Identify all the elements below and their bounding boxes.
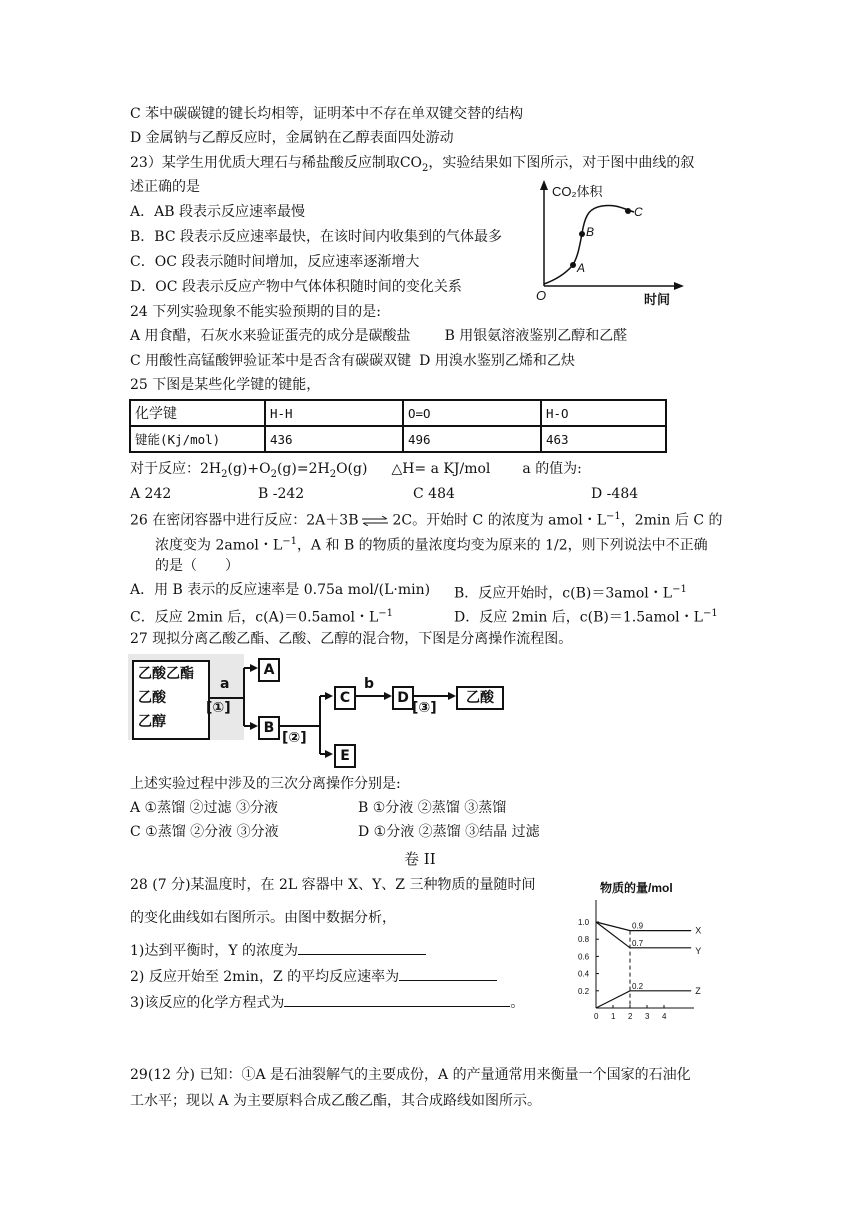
- section-title: 卷 II: [404, 850, 436, 868]
- series-value-label: 0.2: [632, 981, 644, 991]
- q25-option-c: C 484: [413, 486, 455, 502]
- option-c-line: C 苯中碳碳键的键长均相等，证明苯中不存在单双键交替的结构: [130, 106, 524, 122]
- q28-stem-1: 28 (7 分)某温度时，在 2L 容器中 X、Y、Z 三种物质的量随时间: [130, 877, 536, 893]
- q27-option-d: D ①分液 ②蒸馏 ③结晶 过滤: [358, 824, 540, 840]
- q25-option-d: D -484: [591, 486, 639, 502]
- co2-volume-chart: [530, 176, 690, 308]
- amount-time-chart: [576, 878, 716, 1020]
- flow-arrows: [128, 654, 508, 766]
- q23-option-a: A．AB 段表示反应速率最慢: [130, 204, 305, 220]
- q28-question-3: 3)该反应的化学方程式为 。: [130, 992, 524, 1013]
- flow-product-box: 乙酸: [456, 686, 504, 710]
- table-cell: 463: [541, 426, 666, 452]
- table-row: [130, 426, 666, 452]
- series-line-z: [596, 991, 691, 1008]
- answer-blank-3[interactable]: [284, 992, 510, 1007]
- q26-stem-3: 的是（ ）: [155, 558, 239, 574]
- co2-xlabel: 时间: [644, 292, 671, 307]
- table-row: [130, 400, 666, 426]
- q29-stem-2: 工水平；现以 A 为主要原料合成乙酸乙酯，其合成路线如图所示。: [130, 1093, 542, 1109]
- q23-option-c: C．OC 段表示随时间增加，反应速率逐渐增大: [130, 254, 420, 270]
- x-tick-label: 4: [662, 1012, 667, 1020]
- q26-stem-2: 浓度变为 2amol・$L^{-1}$，A 和 B 的物质的量浓度均变为原来的 1/2，则下列说法中不正确: [155, 536, 708, 554]
- co2-point-c: [625, 208, 631, 214]
- q23-stem-1: 23）某学生用优质大理石与稀盐酸反应制取$CO_2$，实验结果如下图所示，对于图中曲线的叙: [130, 155, 695, 174]
- flow-box-d: D: [392, 686, 414, 710]
- answer-blank-1[interactable]: [298, 940, 426, 955]
- q28-ylabel: 物质的量/mol: [600, 881, 673, 895]
- table-cell: 键能(Kj/mol): [130, 426, 265, 452]
- table-header-cell: H-O: [541, 400, 666, 426]
- co2-label-a: A: [577, 261, 586, 275]
- q25-option-b: B -242: [258, 486, 305, 502]
- co2-point-b: [579, 231, 585, 237]
- q25-reaction: 对于反应：$2H_2(g)+O_2(g)=2H_2O(g)$ △H= a KJ/mol a 的值为:: [130, 461, 582, 480]
- x-tick-label: 0: [594, 1012, 599, 1020]
- q23-option-d: D．OC 段表示反应产物中气体体积随时间的变化关系: [130, 279, 462, 295]
- q24-stem: 24 下列实验现象不能实验预期的目的是:: [130, 304, 381, 320]
- table-header-cell: O=O: [403, 400, 541, 426]
- series-name-label: Y: [695, 945, 702, 956]
- co2-curve: [544, 205, 634, 284]
- flow-op-a: a: [220, 676, 230, 692]
- q25-option-a: A 242: [130, 486, 172, 502]
- table-cell: 436: [265, 426, 403, 452]
- q24-options-ab: A 用食醋，石灰水来验证蛋壳的成分是碳酸盐 B 用银氨溶液鉴别乙醇和乙醛: [130, 328, 628, 344]
- co2-ylabel: CO₂体积: [552, 184, 603, 199]
- series-line-x: [596, 922, 691, 931]
- mixture-box: 乙酸乙酯 乙酸 乙醇: [132, 660, 210, 740]
- flow-box-b: B: [258, 716, 280, 740]
- q27-stem: 27 现拟分离乙酸乙酯、乙酸、乙醇的混合物，下图是分离操作流程图。: [130, 631, 573, 647]
- y-tick-label: 0.2: [578, 986, 590, 996]
- x-tick-label: 3: [645, 1012, 650, 1020]
- series-value-label: 0.7: [632, 938, 644, 948]
- co2-label-c: C: [634, 205, 643, 219]
- flow-box-e: E: [334, 744, 356, 768]
- answer-blank-2[interactable]: [399, 966, 497, 981]
- table-header-cell: H-H: [265, 400, 403, 426]
- co2-point-a: [570, 262, 576, 268]
- series-name-label: X: [695, 925, 702, 936]
- q28-stem-2: 的变化曲线如右图所示。由图中数据分析，: [130, 910, 396, 926]
- flow-op-b: b: [364, 676, 375, 692]
- x-tick-label: 1: [611, 1012, 616, 1020]
- flow-box-c: C: [334, 686, 356, 710]
- y-tick-label: 1.0: [578, 918, 590, 927]
- q26-stem-1: 26 在密闭容器中进行反应：2A＋3B 2C。开始时 C 的浓度为 amol・$L^{-1}$，2min 后 C 的: [130, 511, 723, 529]
- q26-option-b: B．反应开始时，c(B)＝3amol・$L^{-1}$: [454, 584, 687, 602]
- bond-energy-table: [129, 399, 667, 453]
- flow-step-1: [①]: [206, 700, 231, 716]
- flow-step-2: [②]: [282, 730, 307, 746]
- q27-option-a: A ①蒸馏 ②过滤 ③分液: [130, 800, 279, 816]
- co2-origin: O: [536, 288, 547, 303]
- q23-option-b: B．BC 段表示反应速率最快，在该时间内收集到的气体最多: [130, 229, 502, 245]
- flow-box-a: A: [258, 658, 280, 682]
- table-header-cell: 化学键: [130, 400, 265, 426]
- separation-flowchart: [128, 654, 508, 766]
- series-value-label: 0.9: [632, 921, 644, 931]
- y-tick-label: 0.8: [578, 935, 590, 945]
- q27-option-b: B ①分液 ②蒸馏 ③蒸馏: [358, 800, 507, 816]
- q26-option-c: C．反应 2min 后，c(A)＝0.5amol・$L^{-1}$: [130, 608, 394, 626]
- co2-label-b: B: [586, 225, 595, 239]
- option-d-line: D 金属钠与乙醇反应时，金属钠在乙醇表面四处游动: [130, 130, 454, 146]
- q26-option-a: A．用 B 表示的反应速率是 0.75a mol/(L·min): [130, 582, 431, 598]
- y-tick-label: 0.4: [578, 969, 590, 979]
- q28-question-2: 2) 反应开始至 2min，Z 的平均反应速率为: [130, 966, 497, 987]
- q23-stem-2: 述正确的是: [130, 179, 200, 195]
- reversible-arrow-icon: [360, 516, 390, 526]
- series-name-label: Z: [695, 985, 701, 996]
- q28-question-1: 1)达到平衡时，Y 的浓度为: [130, 940, 426, 961]
- q24-options-cd: C 用酸性高锰酸钾验证苯中是否含有碳碳双键 D 用溴水鉴别乙烯和乙炔: [130, 353, 575, 369]
- q25-stem: 25 下图是某些化学键的键能，: [130, 377, 321, 393]
- x-tick-label: 2: [628, 1012, 633, 1020]
- flow-step-3: [③]: [412, 700, 437, 716]
- q29-stem-1: 29(12 分) 已知：①A 是石油裂解气的主要成份，A 的产量通常用来衡量一个国家的石油化: [130, 1067, 691, 1083]
- q26-option-d: D．反应 2min 后，c(B)＝1.5amol・$L^{-1}$: [454, 608, 718, 626]
- q27-option-c: C ①蒸馏 ②分液 ③分液: [130, 824, 279, 840]
- q27-desc: 上述实验过程中涉及的三次分离操作分别是:: [130, 776, 401, 792]
- y-tick-label: 0.6: [578, 952, 590, 962]
- table-cell: 496: [403, 426, 541, 452]
